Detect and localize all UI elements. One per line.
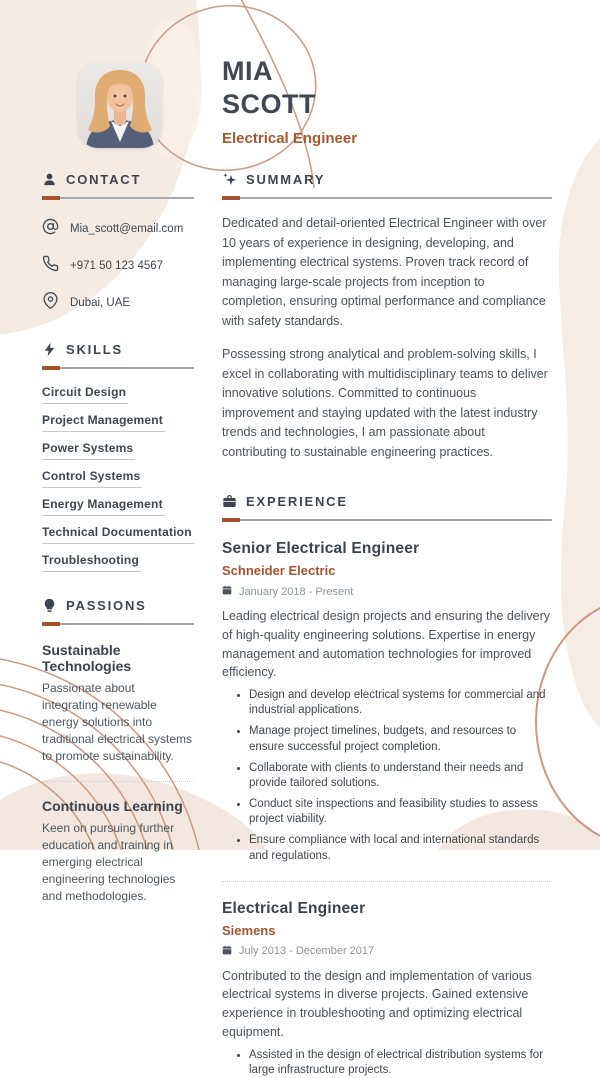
calendar-icon: [222, 945, 232, 958]
job-bullet: • Conduct site inspections and feasibility studies to assess project viability.: [249, 797, 552, 827]
location-text: Dubai, UAE: [70, 297, 131, 309]
passion-item: [42, 642, 194, 765]
skill-item: Circuit Design: [42, 385, 128, 404]
job-title-text: Senior Electrical Engineer: [222, 540, 420, 557]
skill-item: Project Management: [42, 413, 165, 432]
passion-title: Continuous Learning: [42, 798, 183, 815]
skill-item: Energy Management: [42, 497, 165, 516]
contact-item-location: [42, 292, 194, 314]
skill-item: Power Systems: [42, 441, 135, 460]
phone-icon: [42, 255, 59, 277]
job-bullets: [222, 1048, 552, 1078]
lightbulb-icon: [42, 598, 57, 613]
contact-item-email: [42, 218, 194, 240]
job-bullet: • Collaborate with clients to understand their needs and provide tailored solutions.: [249, 761, 552, 791]
phone-text: +971 50 123 4567: [70, 260, 164, 272]
person-icon: [42, 172, 57, 187]
company-name: Siemens: [222, 922, 276, 938]
experience-heading: EXPERIENCE: [246, 494, 348, 509]
job-bullets: [222, 688, 552, 864]
sidebar: [42, 172, 194, 905]
portrait-illustration: [78, 62, 162, 148]
summary-paragraph: Possessing strong analytical and problem-solving skills, I excel in collaborating with multidisciplinary teams to deliver innovative solutions. Committed to continuous improvement and staying updated with the latest industry trends and technologies, I am passionate about contributing to sustainable engineering practices.: [222, 347, 548, 459]
contact-rule: [42, 196, 194, 200]
skill-item: Technical Documentation: [42, 525, 194, 544]
job-bullet: • Assisted in the design of electrical distribution systems for large infrastructure projects.: [249, 1048, 552, 1078]
job-description: Contributed to the design and implementation of various electrical systems in diverse projects. Gained extensive experience in troubleshooting and optimizing electrical equipment.: [222, 968, 532, 1039]
passion-title: Sustainable Technologies: [42, 642, 132, 674]
job-bullet: • Manage project timelines, budgets, and resources to ensure successful project completion.: [249, 724, 552, 754]
summary-section: [222, 172, 552, 462]
location-pin-icon: [42, 292, 59, 314]
skills-section: [42, 342, 194, 572]
contact-item-phone: [42, 255, 194, 277]
experience-rule: [222, 518, 552, 522]
skills-heading: SKILLS: [66, 342, 124, 357]
main-column: [222, 172, 552, 1078]
last-name: SCOTT: [222, 89, 316, 119]
job-bullet: • Design and develop electrical systems for commercial and industrial applications.: [249, 688, 552, 718]
passion-item: [42, 798, 194, 905]
date-row: [222, 585, 552, 598]
date-row: [222, 945, 552, 958]
summary-paragraph: Dedicated and detail-oriented Electrical Engineer with over 10 years of experience in designing, developing, and implementing electrical systems. Proven track record of managing large-scale projects from inception to completion, ensuring optimal performance and compliance with safety standards.: [222, 216, 547, 328]
skill-item: Control Systems: [42, 469, 142, 488]
calendar-icon: [222, 585, 232, 598]
at-sign-icon: [42, 218, 59, 240]
skills-rule: [42, 366, 194, 370]
passions-heading: PASSIONS: [66, 598, 147, 613]
lightning-bolt-icon: [42, 342, 57, 357]
summary-heading: SUMMARY: [246, 172, 326, 187]
email-text: Mia_scott@email.com: [70, 223, 184, 235]
passion-description: Passionate about integrating renewable energy solutions into traditional electrical systems to promote sustainability.: [42, 681, 193, 764]
experience-divider: [222, 881, 552, 882]
passion-description: Keen on pursuing further education and training in emerging electrical engineering technologies and methodologies.: [42, 821, 176, 904]
experience-entry: [222, 900, 552, 1078]
date-range: July 2013 - December 2017: [239, 945, 375, 958]
passions-divider: [42, 781, 194, 782]
experience-entry: [222, 540, 552, 864]
job-title-text: Electrical Engineer: [222, 899, 366, 917]
job-bullet: • Ensure compliance with local and international standards and regulations.: [249, 833, 552, 863]
header: [222, 55, 562, 147]
summary-rule: [222, 196, 552, 200]
sparkle-icon: [222, 172, 237, 187]
skill-item: Troubleshooting: [42, 553, 141, 572]
skills-list: [42, 385, 194, 572]
contact-heading: CONTACT: [66, 172, 142, 187]
experience-section: [222, 494, 552, 1078]
job-description: Leading electrical design projects and ensuring the delivery of high-quality engineering solutions. Expertise in energy management and automation technologies for improved efficiency.: [222, 609, 550, 680]
passions-section: [42, 598, 194, 905]
date-range: January 2018 - Present: [239, 585, 354, 598]
contact-section: [42, 172, 194, 314]
company-name: Schneider Electric: [222, 563, 336, 578]
first-name: MIA: [222, 56, 273, 86]
passions-rule: [42, 622, 194, 626]
profile-photo: [78, 62, 162, 148]
briefcase-icon: [222, 494, 237, 509]
job-title: Electrical Engineer: [222, 130, 358, 147]
